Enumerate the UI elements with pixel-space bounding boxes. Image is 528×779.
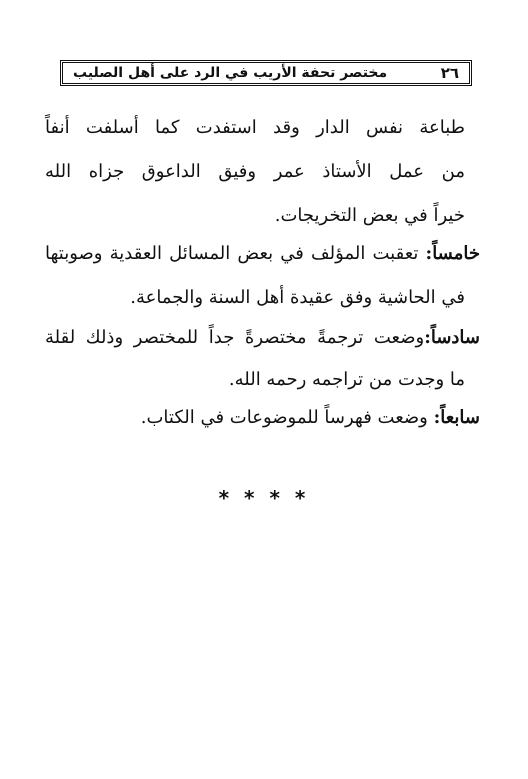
paragraph-line — [45, 328, 480, 348]
list-marker-sixth: سادساً: — [424, 327, 480, 348]
running-title: مختصر تحفة الأريب في الرد على أهل الصليب — [73, 65, 388, 81]
page-number: ٢٦ — [440, 64, 459, 82]
paragraph-text: وضعت ترجمةً مختصرةً جداً للمختصر وذلك لقلة — [45, 327, 425, 348]
section-separator: * * * * — [218, 486, 310, 510]
paragraph-line: من عمل الأستاذ عمر وفيق الداعوق جزاه الله — [45, 161, 466, 182]
paragraph-line — [45, 244, 480, 264]
paragraph-line — [45, 408, 480, 428]
list-marker-fifth: خامساً: — [425, 243, 480, 264]
paragraph-line: طباعة نفس الدار وقد استفدت كما أسلفت أنفاً — [45, 117, 465, 138]
page-header — [60, 60, 472, 86]
paragraph-line: ما وجدت من تراجمه رحمه الله. — [228, 369, 465, 390]
list-marker-seventh: سابعاً: — [433, 407, 480, 428]
paragraph-line: خيراً في بعض التخريجات. — [274, 205, 465, 226]
paragraph-text: تعقبت المؤلف في بعض المسائل العقدية وصوبتها — [45, 243, 426, 264]
paragraph-text: وضعت فهرساً للموضوعات في الكتاب. — [140, 407, 434, 428]
paragraph-line: في الحاشية وفق عقيدة أهل السنة والجماعة. — [130, 287, 465, 308]
